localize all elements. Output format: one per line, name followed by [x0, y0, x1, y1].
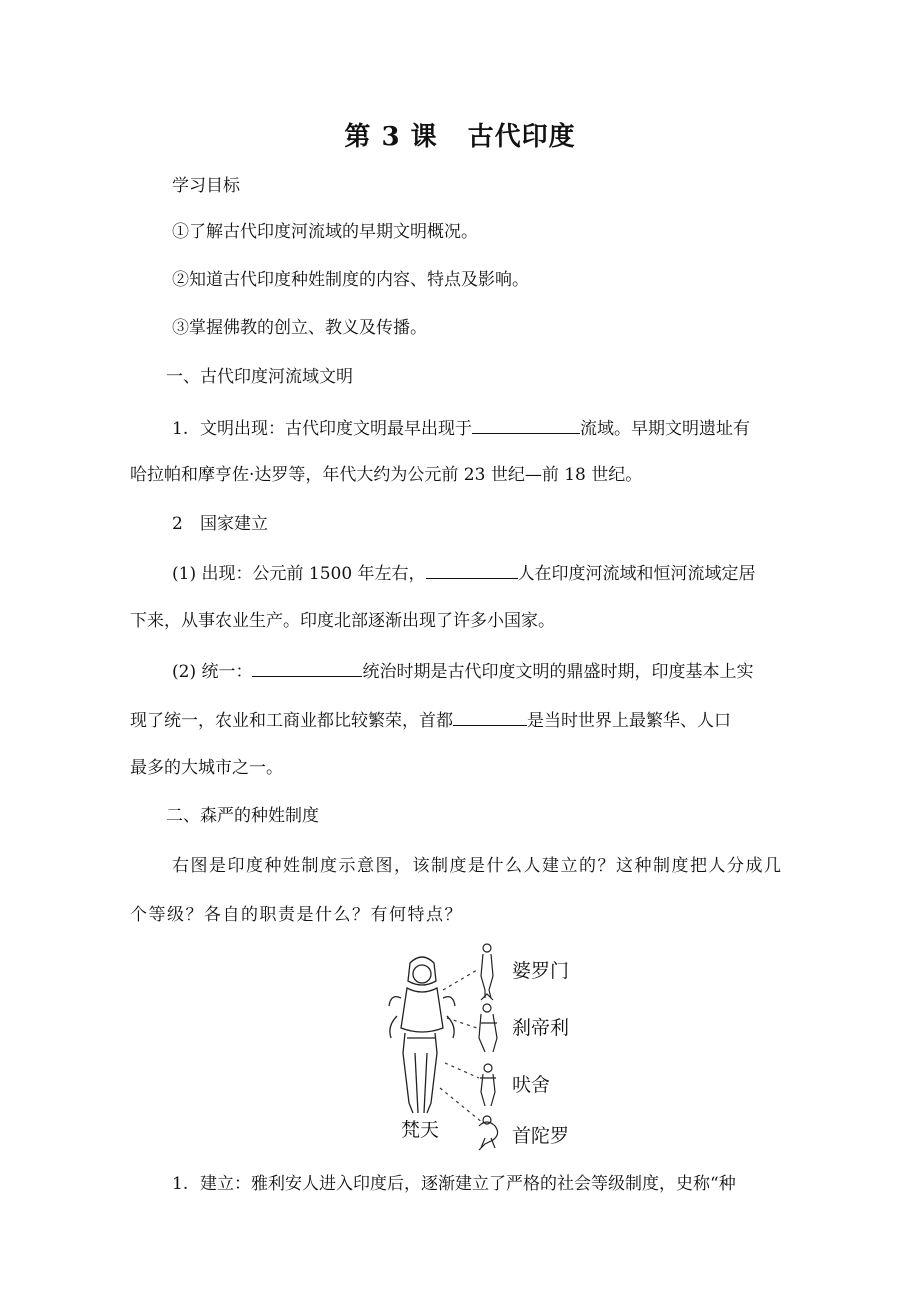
- caste-label-brahmin: 婆罗门: [512, 960, 570, 982]
- fill-blank-dynasty[interactable]: [252, 658, 362, 677]
- section1-paragraph2: 2 国家建立: [172, 514, 268, 534]
- section1-paragraph1: 1. 文明出现：古代印度文明最早出现于 流域。早期文明遗址有: [172, 415, 750, 441]
- fill-blank-people[interactable]: [426, 560, 518, 579]
- lesson-number: 第 3 课: [344, 122, 438, 152]
- lesson-name: 古代印度: [467, 122, 576, 152]
- caste-system-diagram: [375, 938, 590, 1153]
- section1-paragraph1-cont: 哈拉帕和摩亨佐·达罗等，年代大约为公元前 23 世纪—前 18 世纪。: [130, 465, 643, 485]
- section1-paragraph2a-cont: 下来，从事农业生产。印度北部逐渐出现了许多小国家。: [130, 611, 555, 631]
- section2-heading: 二、森严的种姓制度: [166, 806, 319, 826]
- fill-blank-capital[interactable]: [453, 707, 527, 726]
- caste-label-kshatriya: 刹帝利: [512, 1017, 570, 1039]
- section1-paragraph2b-cont: 现了统一，农业和工商业都比较繁荣，首都 是当时世界上最繁华、人口: [130, 707, 731, 733]
- fill-blank-river[interactable]: [472, 415, 580, 434]
- caste-label-vaishya: 吠舍: [512, 1074, 551, 1096]
- objective-item: ③掌握佛教的创立、教义及传播。: [172, 318, 427, 338]
- section2-paragraph1: 1. 建立：雅利安人进入印度后，逐渐建立了严格的社会等级制度，史称“种: [172, 1174, 736, 1194]
- objectives-heading: 学习目标: [172, 176, 240, 196]
- section1-paragraph2a: (1) 出现：公元前 1500 年左右， 人在印度河流域和恒河流域定居: [172, 560, 756, 586]
- section2-question-cont: 个等级？各自的职责是什么？有何特点？: [130, 905, 463, 925]
- section1-heading: 一、古代印度河流域文明: [166, 367, 353, 387]
- objective-item: ②知道古代印度种姓制度的内容、特点及影响。: [172, 270, 529, 290]
- brahma-label: 梵天: [401, 1119, 440, 1141]
- objective-item: ①了解古代印度河流域的早期文明概况。: [172, 222, 478, 242]
- section1-paragraph2b-cont2: 最多的大城市之一。: [130, 758, 283, 778]
- caste-label-shudra: 首陀罗: [512, 1125, 570, 1147]
- section1-paragraph2b: (2) 统一： 统治时期是古代印度文明的鼎盛时期，印度基本上实: [172, 658, 753, 684]
- section2-question: 右图是印度种姓制度示意图，该制度是什么人建立的？这种制度把人分成几: [172, 856, 783, 876]
- page-title: [0, 116, 920, 153]
